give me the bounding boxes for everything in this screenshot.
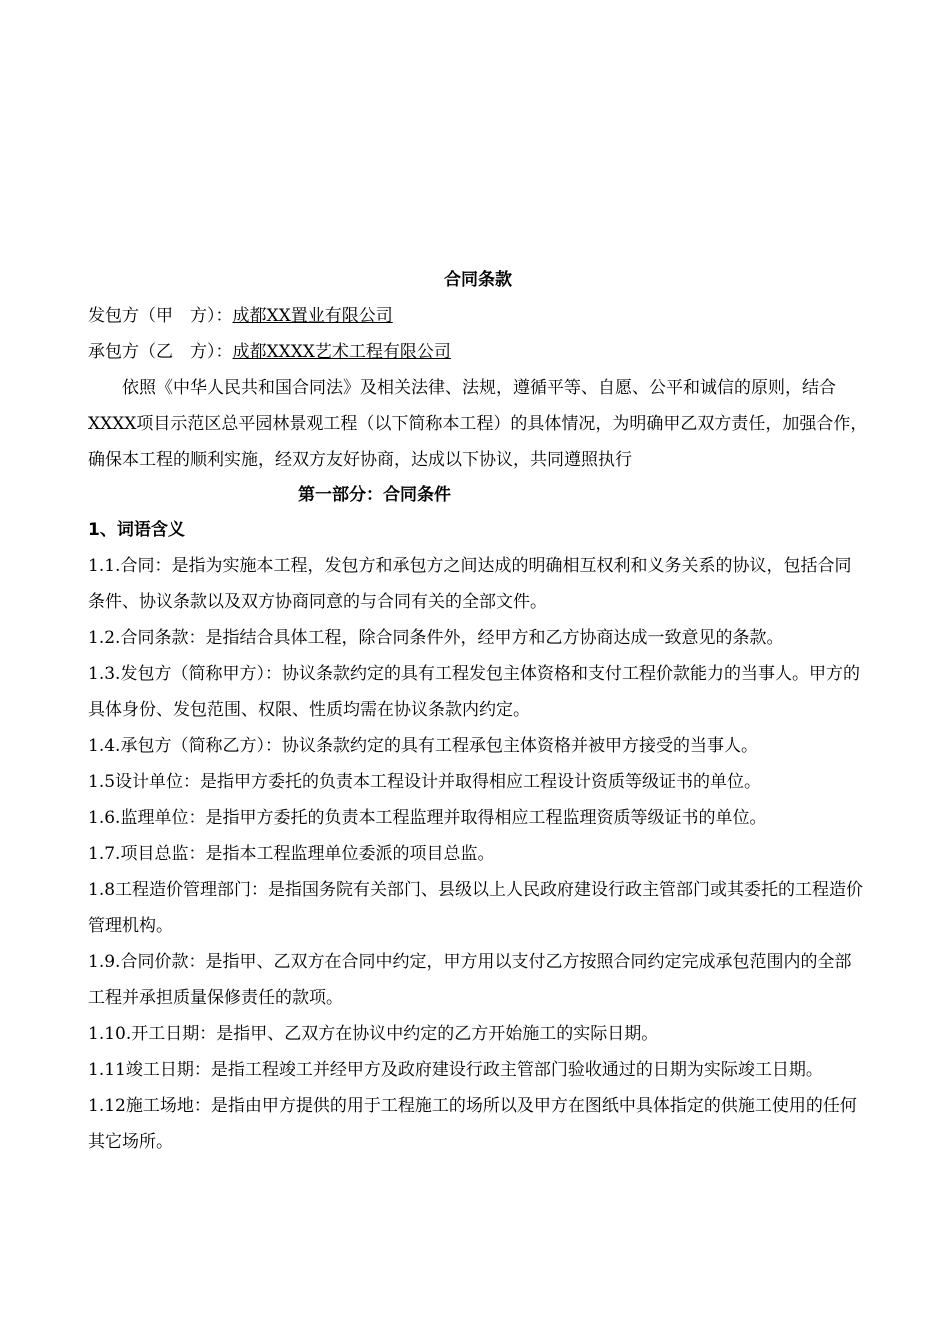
clause-list [88, 548, 868, 1160]
clause-1-9: 1.9.合同价款：是指甲、乙双方在合同中约定，甲方用以支付乙方按照合同约定完成承包范围内的全部工程并承担质量保修责任的款项。 [88, 952, 852, 1008]
party-b-value: 成都XXXX艺术工程有限公司 [232, 342, 451, 362]
clause-1-5: 1.5设计单位：是指甲方委托的负责本工程设计并取得相应工程设计资质等级证书的单位。 [88, 772, 762, 792]
page-title: 合同条款 [444, 270, 512, 290]
clause-1-3: 1.3.发包方（简称甲方）：协议条款约定的具有工程发包主体资格和支付工程价款能力的当事人。甲方的具体身份、发包范围、权限、性质均需在协议条款内约定。 [88, 664, 860, 720]
party-a-label: 发包方（甲 方）： [88, 306, 233, 326]
clause-1-11: 1.11竣工日期：是指工程竣工并经甲方及政府建设行政主管部门验收通过的日期为实际竣工日期。 [88, 1060, 823, 1080]
intro-paragraph: 依照《中华人民共和国合同法》及相关法律、法规，遵循平等、自愿、公平和诚信的原则，结合XXXX项目示范区总平园林景观工程（以下简称本工程）的具体情况，为明确甲乙双方责任，加强合作，确保本工程的顺利实施，经双方友好协商，达成以下协议，共同遵照执行 [88, 378, 868, 470]
clause-1-7: 1.7.项目总监：是指本工程监理单位委派的项目总监。 [88, 844, 495, 864]
clause-1-4: 1.4.承包方（简称乙方）：协议条款约定的具有工程承包主体资格并被甲方接受的当事人。 [88, 736, 758, 756]
section-title: 1、词语含义 [88, 520, 185, 540]
party-a-line [88, 298, 868, 334]
clause-1-12: 1.12施工场地：是指由甲方提供的用于工程施工的场所以及甲方在图纸中具体指定的供施工使用的任何其它场所。 [88, 1096, 857, 1152]
part-one-title: 第一部分：合同条件 [298, 485, 451, 505]
clause-1-6: 1.6.监理单位：是指甲方委托的负责本工程监理并取得相应工程监理资质等级证书的单位。 [88, 808, 767, 828]
clause-1-1: 1.1.合同：是指为实施本工程，发包方和承包方之间达成的明确相互权利和义务关系的协议，包括合同条件、协议条款以及双方协商同意的与合同有关的全部文件。 [88, 556, 852, 612]
clause-1-10: 1.10.开工日期：是指甲、乙双方在协议中约定的乙方开始施工的实际日期。 [88, 1024, 659, 1044]
party-b-label: 承包方（乙 方）： [88, 342, 233, 362]
party-a-value: 成都XX置业有限公司 [232, 306, 393, 326]
document-page [88, 262, 868, 1160]
clause-1-2: 1.2.合同条款：是指结合具体工程，除合同条件外，经甲方和乙方协商达成一致意见的条款。 [88, 628, 784, 648]
party-b-line [88, 334, 868, 370]
clause-1-8: 1.8工程造价管理部门：是指国务院有关部门、县级以上人民政府建设行政主管部门或其委托的工程造价管理机构。 [88, 880, 864, 936]
